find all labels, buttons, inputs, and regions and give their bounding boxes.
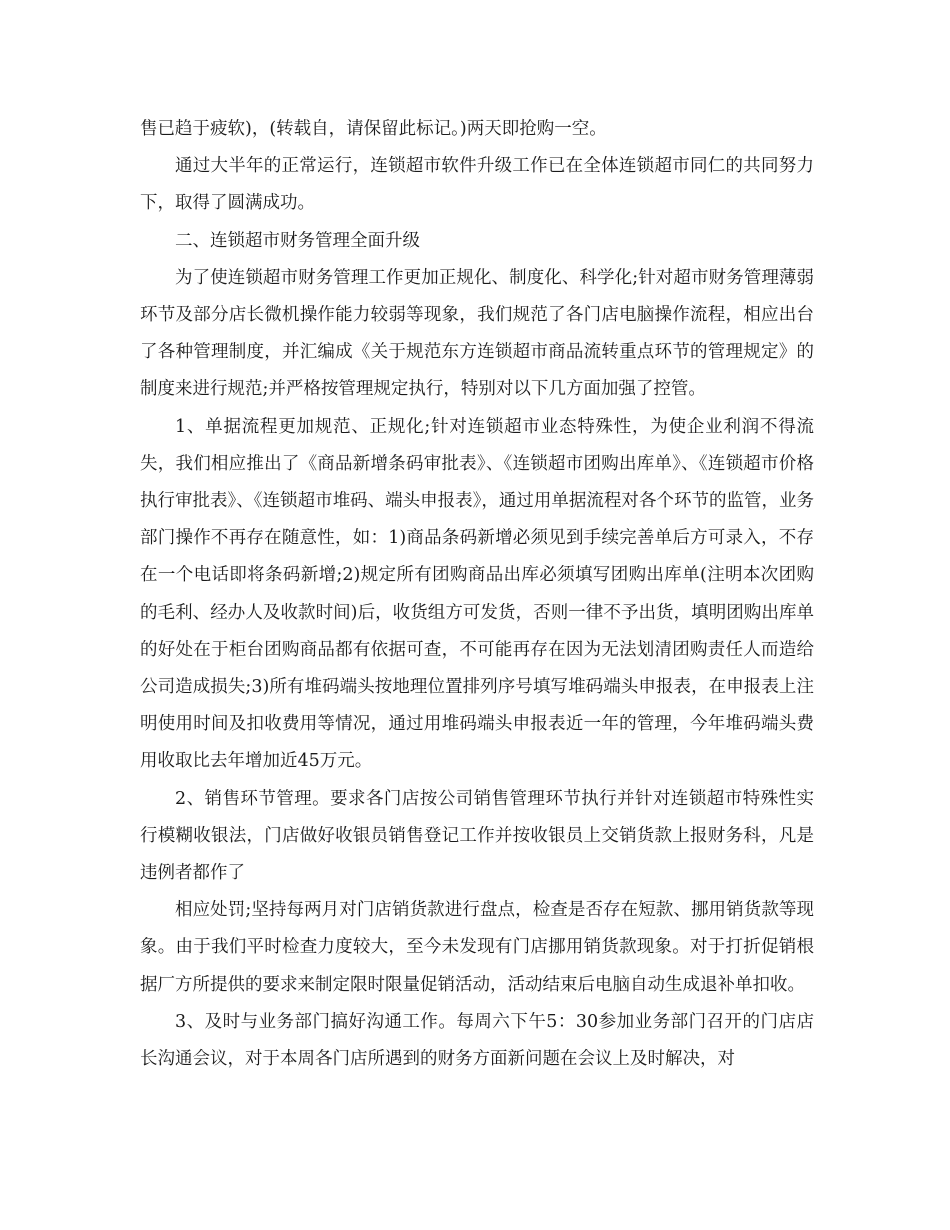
paragraph-item-3: 3、及时与业务部门搞好沟通工作。每周六下午5：30参加业务部门召开的门店店长沟通会议，对于本周各门店所遇到的财务方面新问题在会议上及时解决，对 — [140, 1011, 814, 1070]
paragraph-item-2-continued: 相应处罚;坚持每两月对门店销货款进行盘点，检查是否存在短款、挪用销货款等现象。由于我们平时检查力度较大，至今未发现有门店挪用销货款现象。对于打折促销根据厂方所提供的要求来制定限时限量促销活动，活动结束后电脑自动生成退补单扣收。 — [140, 900, 814, 995]
paragraph-item-2: 2、销售环节管理。要求各门店按公司销售管理环节执行并针对连锁超市特殊性实行模糊收银法，门店做好收银员销售登记工作并按收银员上交销货款上报财务科，凡是违例者都作了 — [140, 788, 814, 884]
paragraph-item-1: 1、单据流程更加规范、正规化;针对连锁超市业态特殊性，为使企业利润不得流失，我们相应推出了《商品新增条码审批表》、《连锁超市团购出库单》、《连锁超市价格执行审批表》、《连锁超市堆码、端头申报表》，通过用单据流程对各个环节的监管，业务部门操作不再存在随意性，如：1)商品条码新增必须见到手续完善单后方可录入，不存在一个电话即将条码新增;2)规定所有团购商品出库必须填写团购出库单(注明本次团购的毛利、经办人及收款时间)后，收货组方可发货，否则一律不予出货，填明团购出库单的好处在于柜台团购商品都有依据可查，不可能再存在因为无法划清团购责任人而造给公司造成损失;3)所有堆码端头按地理位置排列序号填写堆码端头申报表，在申报表上注明使用时间及扣收费用等情况，通过用堆码端头申报表近一年的管理，今年堆码端头费用收取比去年增加近45万元。 — [140, 416, 814, 772]
document-body — [140, 111, 814, 1078]
paragraph-software-upgrade: 通过大半年的正常运行，连锁超市软件升级工作已在全体连锁超市同仁的共同努力下，取得了圆满成功。 — [140, 156, 814, 214]
section-heading-finance: 二、连锁超市财务管理全面升级 — [175, 230, 420, 251]
paragraph-finance-intro: 为了使连锁超市财务管理工作更加正规化、制度化、科学化;针对超市财务管理薄弱环节及部分店长微机操作能力较弱等现象，我们规范了各门店电脑操作流程，相应出台了各种管理制度，并汇编成《关于规范东方连锁超市商品流转重点环节的管理规定》的制度来进行规范;并严格按管理规定执行，特别对以下几方面加强了控管。 — [140, 267, 814, 400]
paragraph-continuation: 售已趋于疲软)，(转载自，请保留此标记。)两天即抢购一空。 — [140, 119, 607, 139]
